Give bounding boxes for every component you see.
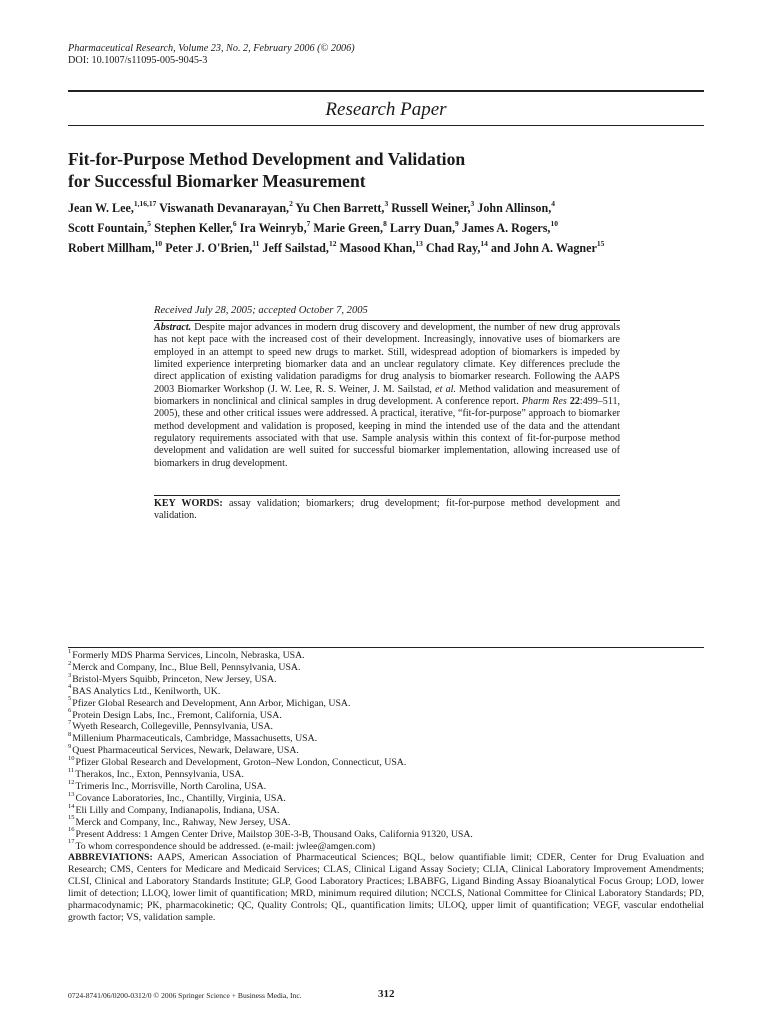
author-name: Stephen Keller, — [151, 221, 233, 235]
footnote-item — [68, 733, 708, 745]
abstract-etal: et al. — [435, 383, 456, 395]
footnotes — [68, 647, 708, 924]
abbreviations — [68, 852, 704, 923]
author-name: Yu Chen Barrett, — [292, 201, 385, 215]
abstract-text: Despite major advances in modern drug discovery and development, the number of new drug approvals has not kept pace with the increased cost of their development. Increasingly, innovative uses of biomarkers are employed in an attempt to speed new drugs to market. Still, widespread adoption of biomarkers is impeded by limited experience interpreting biomarker data and an unclear regulatory climate. Key differences preclude the direct application of existing validation paradigms for drug analysis to biomarker research. Following the AAPS 2003 Biomarker Workshop (J. W. Lee, R. S. Weiner, J. M. Sailstad, — [154, 322, 620, 395]
author-name: Chad Ray, — [422, 241, 481, 255]
key-words — [154, 498, 620, 523]
footnote-item — [68, 754, 708, 769]
footnote-text: Protein Design Labs, Inc., Fremont, California, USA. — [72, 709, 282, 721]
key-words-text: assay validation; biomarkers; drug development; fit-for-purpose method development and validation. — [154, 498, 620, 522]
doi-link[interactable]: DOI: 10.1007/s11095-005-9045-3 — [68, 55, 208, 66]
footnote-text: Millenium Pharmaceuticals, Cambridge, Massachusetts, USA. — [72, 733, 318, 745]
footnote-text: Pfizer Global Research and Development, Ann Arbor, Michigan, USA. — [72, 697, 351, 709]
abbreviations-text: AAPS, American Association of Pharmaceutical Sciences; BQL, below quantifiable limit; CDER, Center for Drug Evaluation and Research; CMS, Centers for Medicare and Medicaid Services; CLAS, Clinical Ligand Assay Society; CLIA, Clinical Laboratory Improvement Amendments; CLSI, Clinical and Laboratory Standards Institute; GLP, Good Laboratory Practices; LBABFG, Ligand Binding Assay Bioanalytical Focus Group; LOD, lower limit of detection; LLOQ, lower limit of quantification; MRD, minimum required dilution; NCCLS, National Committee for Clinical Laboratory Standards; PD, pharmacodynamic; PK, pharmacokinetic; QC, Quality Controls; QL, quantification limits; ULOQ, upper limit of quantification; VEGF, vascular endothelial growth factor; VS, validation sample. — [68, 852, 704, 923]
header-rule — [68, 90, 704, 92]
author-name: Viswanath Devanarayan, — [156, 201, 290, 215]
page-number: 312 — [378, 988, 395, 1000]
author-affiliation: 8 — [383, 218, 387, 228]
copyright-line: 0724-8741/06/0200-0312/0 © 2006 Springer Science + Business Media, Inc. — [68, 991, 302, 1000]
footnote-number: 16 — [68, 826, 75, 834]
author-name: Marie Green, — [310, 221, 384, 235]
footnote-number: 13 — [68, 790, 75, 798]
footnote-number: 9 — [68, 742, 72, 750]
footnote-number: 11 — [68, 766, 75, 774]
author-affiliation: 14 — [480, 238, 488, 248]
footnote-item — [68, 766, 708, 781]
author-name: and John A. Wagner — [487, 241, 597, 255]
abstract-text: Method validation and measurement of biomarkers in nonclinical and clinical samples in drug development. A conference report. — [154, 383, 620, 408]
footnote-number: 6 — [68, 707, 72, 715]
author-name: Jeff Sailstad, — [259, 241, 329, 255]
author-affiliation: 2 — [289, 198, 293, 208]
footnote-text: Wyeth Research, Collegeville, Pennsylvania, USA. — [72, 721, 273, 733]
footnote-item — [68, 814, 708, 829]
paper-title — [68, 148, 628, 192]
author-name: Russell Weiner, — [388, 201, 471, 215]
footnote-number: 15 — [68, 814, 75, 822]
author-name: John Allinson, — [474, 201, 552, 215]
author-affiliation: 7 — [306, 218, 311, 228]
footnote-item — [68, 647, 708, 662]
footnote-item — [68, 659, 708, 674]
footnote-text: To whom correspondence should be addressed. (e-mail: jwlee@amgen.com) — [75, 840, 376, 852]
author-affiliation: 10 — [550, 218, 558, 228]
section-heading: Research Paper — [325, 99, 447, 120]
footnote-number: 1 — [68, 647, 72, 655]
footnote-item — [68, 683, 708, 698]
footnote-text: Pfizer Global Research and Development, Groton–New London, Connecticut, USA. — [75, 757, 407, 769]
abstract-bottom-rule — [154, 495, 620, 496]
footnote-text: Therakos, Inc., Exton, Pennsylvania, USA. — [75, 769, 244, 781]
footnote-text: Eli Lilly and Company, Indianapolis, Indiana, USA. — [75, 804, 280, 816]
journal-citation: Pharmaceutical Research, Volume 23, No. 2, February 2006 (© 2006) — [68, 43, 355, 54]
author-name: Robert Millham, — [68, 241, 155, 255]
author-name: Jean W. Lee, — [68, 201, 134, 215]
key-words-label: KEY WORDS: — [154, 498, 223, 509]
received-dates: Received July 28, 2005; accepted October 7, 2005 — [154, 305, 368, 316]
author-affiliation: 3 — [470, 198, 475, 208]
footnote-item — [68, 802, 708, 817]
footnote-number: 7 — [68, 719, 72, 727]
author-name: Masood Khan, — [336, 241, 416, 255]
author-line-2 — [68, 218, 708, 238]
author-name: Larry Duan, — [386, 221, 456, 235]
author-affiliation: 4 — [551, 198, 555, 208]
author-list — [68, 198, 708, 258]
footnote-text: BAS Analytics Ltd., Kenilworth, UK. — [72, 685, 221, 697]
section-rule — [68, 125, 704, 126]
title-line-2: for Successful Biomarker Measurement — [68, 171, 366, 191]
footnote-number: 4 — [68, 683, 72, 691]
footnote-number: 3 — [68, 671, 72, 679]
author-affiliation: 15 — [596, 238, 605, 248]
footnote-number: 14 — [68, 802, 75, 810]
footnote-number: 17 — [68, 838, 75, 846]
author-affiliation: 11 — [252, 238, 260, 248]
author-line-1 — [68, 198, 708, 218]
abstract-text: :499–511, 2005), these and other critical issues were addressed. A practical, iterative, “fit-for-purpose” approach to biomarker method development and validation is proposed, keeping in mind the intended use of the data and the attendant regulatory requirements associated with that use. Sample analysis within this context of fit-for-purpose method development and validation are well suited for successful biomarker implementation, allowing increased use of biomarkers in drug development. — [154, 396, 621, 469]
title-line-1: Fit-for-Purpose Method Development and Validation — [68, 149, 466, 169]
abstract-label: Abstract. — [154, 322, 192, 333]
abbreviations-label: ABBREVIATIONS: — [68, 852, 153, 864]
abstract-top-rule — [154, 320, 620, 321]
footnote-item — [68, 707, 708, 722]
author-line-3 — [68, 238, 708, 258]
footnote-text: Quest Pharmaceutical Services, Newark, Delaware, USA. — [72, 745, 299, 757]
author-name: James A. Rogers, — [458, 221, 551, 235]
footnote-item — [68, 826, 708, 841]
footnote-text: Formerly MDS Pharma Services, Lincoln, Nebraska, USA. — [72, 650, 305, 661]
footnote-item — [68, 742, 708, 757]
author-affiliation: 6 — [232, 218, 237, 228]
footnote-text: Trimeris Inc., Morrisville, North Carolina, USA. — [75, 780, 267, 792]
author-affiliation: 10 — [154, 238, 163, 248]
footnote-item — [68, 671, 708, 686]
footnote-item — [68, 721, 708, 733]
footnote-number: 2 — [68, 659, 72, 667]
author-affiliation: 3 — [384, 198, 389, 208]
footnote-text: Present Address: 1 Amgen Center Drive, Mailstop 30E-3-B, Thousand Oaks, California 91320, USA. — [75, 828, 473, 840]
author-name: Scott Fountain, — [68, 221, 148, 235]
footnote-item — [68, 790, 708, 805]
footnote-text: Merck and Company, Inc., Blue Bell, Pennsylvania, USA. — [72, 661, 301, 673]
author-name: Peter J. O'Brien, — [162, 241, 253, 255]
footnote-text: Bristol-Myers Squibb, Princeton, New Jersey, USA. — [72, 673, 277, 685]
author-name: Ira Weinryb, — [236, 221, 307, 235]
footnote-number: 10 — [68, 754, 75, 762]
abstract-journal-ref: Pharm Res — [521, 396, 567, 408]
footnote-number: 8 — [68, 731, 72, 739]
abstract — [154, 322, 620, 470]
author-affiliation: 13 — [415, 238, 423, 248]
author-affiliation: 12 — [328, 238, 337, 248]
footnote-rule — [68, 647, 704, 648]
footnote-text: Merck and Company, Inc., Rahway, New Jersey, USA. — [75, 816, 291, 828]
footnote-number: 12 — [68, 778, 75, 786]
author-affiliation: 1,16,17 — [133, 198, 157, 208]
footnote-number: 5 — [68, 695, 72, 703]
footnote-item — [68, 695, 708, 710]
footnote-text: Covance Laboratories, Inc., Chantilly, Virginia, USA. — [75, 792, 286, 804]
author-affiliation: 5 — [147, 218, 152, 228]
author-affiliation: 9 — [455, 218, 459, 228]
footnote-item — [68, 778, 708, 793]
footnote-item — [68, 838, 708, 853]
abstract-volume: 22 — [566, 396, 580, 408]
